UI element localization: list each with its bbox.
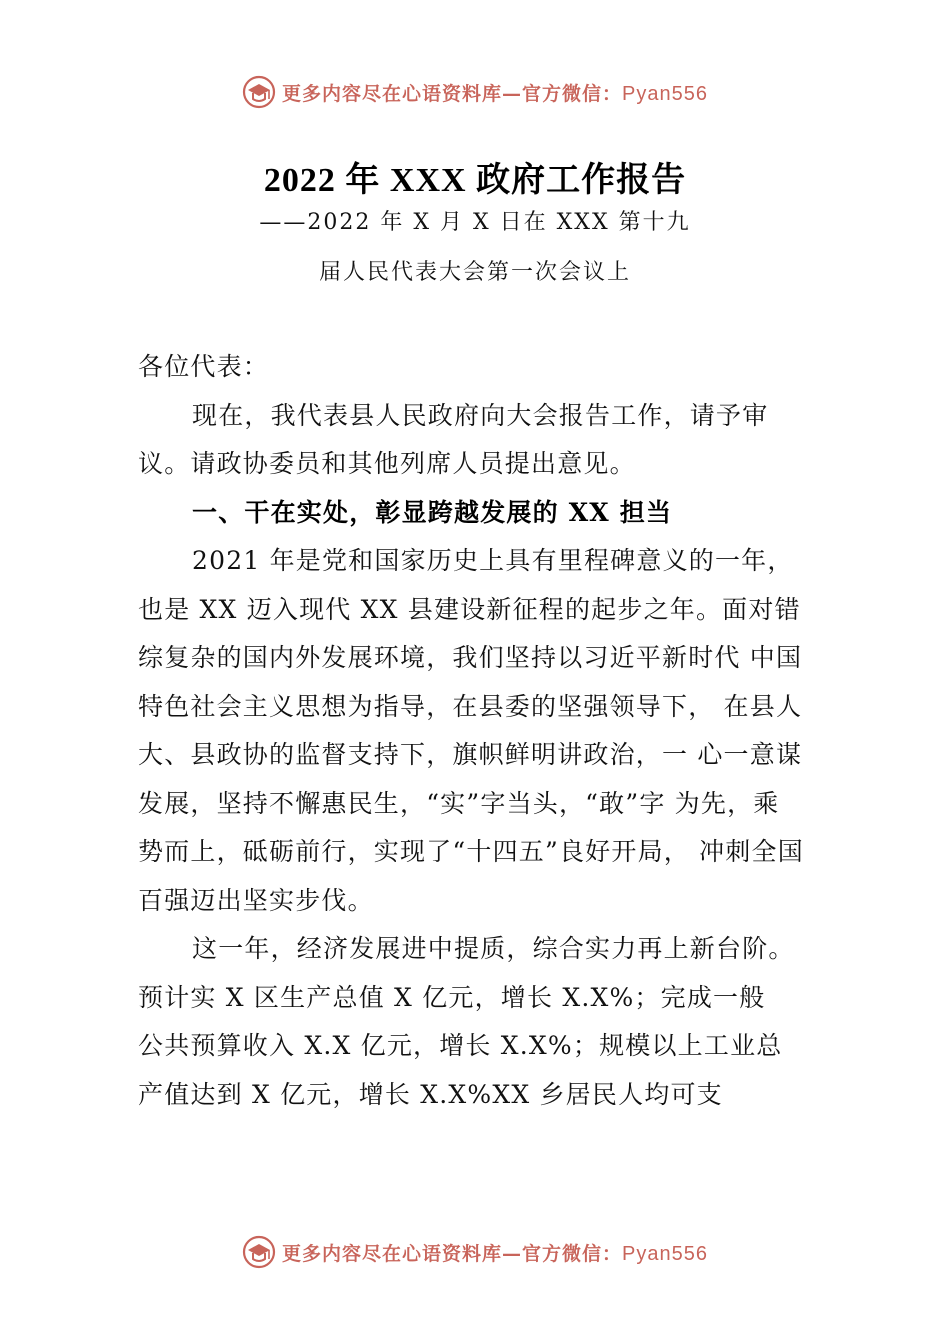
mortarboard-logo-icon <box>242 1235 276 1269</box>
document-title: 2022 年 XXX 政府工作报告 <box>263 162 687 199</box>
body-line: 也是 XX 迈入现代 XX 县建设新征程的起步之年。面对错 <box>138 594 801 624</box>
section-heading: 一、干在实处，彰显跨越发展的 XX 担当 <box>192 497 673 527</box>
body-line: 大、县政协的监督支持下，旗帜鲜明讲政治，一 心一意谋 <box>138 740 803 769</box>
subtitle-line-1: ——2022 年 X 月 X 日在 XXX 第十九 <box>259 210 691 235</box>
watermark-header <box>0 72 950 112</box>
body-line: 现在，我代表县人民政府向大会报告工作，请予审 <box>192 400 769 430</box>
subtitle-line-2: 届人民代表大会第一次会议上 <box>318 260 631 285</box>
watermark-text: 更多内容尽在心语资料库—官方微信：Pyan556 <box>282 82 708 105</box>
body-line: 2021 年是党和国家历史上具有里程碑意义的一年， <box>192 546 794 575</box>
salutation: 各位代表： <box>138 352 270 381</box>
watermark-footer <box>0 1232 950 1272</box>
mortarboard-logo-icon <box>242 75 276 109</box>
body-line: 特色社会主义思想为指导，在县委的坚强领导下， 在县人 <box>138 691 803 721</box>
document-body <box>138 343 843 1119</box>
body-line: 势而上，砥砺前行，实现了“十四五”良好开局， 冲刺全国 <box>138 837 804 866</box>
body-line: 这一年，经济发展进中提质，综合实力再上新台阶。 <box>192 934 795 963</box>
body-line: 公共预算收入 X.X 亿元，增长 X.X%；规模以上工业总 <box>138 1031 783 1060</box>
body-line: 综复杂的国内外发展环境，我们坚持以习近平新时代 中国 <box>138 643 803 672</box>
body-line: 发展，坚持不懈惠民生，“实”字当头，“敢”字 为先，乘 <box>138 788 780 818</box>
body-line: 预计实 X 区生产总值 X 亿元，增长 X.X%；完成一般 <box>138 982 766 1012</box>
body-line: 议。请政协委员和其他列席人员提出意见。 <box>138 449 636 478</box>
body-line: 产值达到 X 亿元，增长 X.X%XX 乡居民人均可支 <box>138 1079 723 1109</box>
watermark-text: 更多内容尽在心语资料库—官方微信：Pyan556 <box>282 1242 708 1265</box>
watermark-wechat-id: Pyan556 <box>622 82 708 105</box>
body-line: 百强迈出坚实步伐。 <box>138 885 374 915</box>
watermark-wechat-id: Pyan556 <box>622 1242 708 1265</box>
